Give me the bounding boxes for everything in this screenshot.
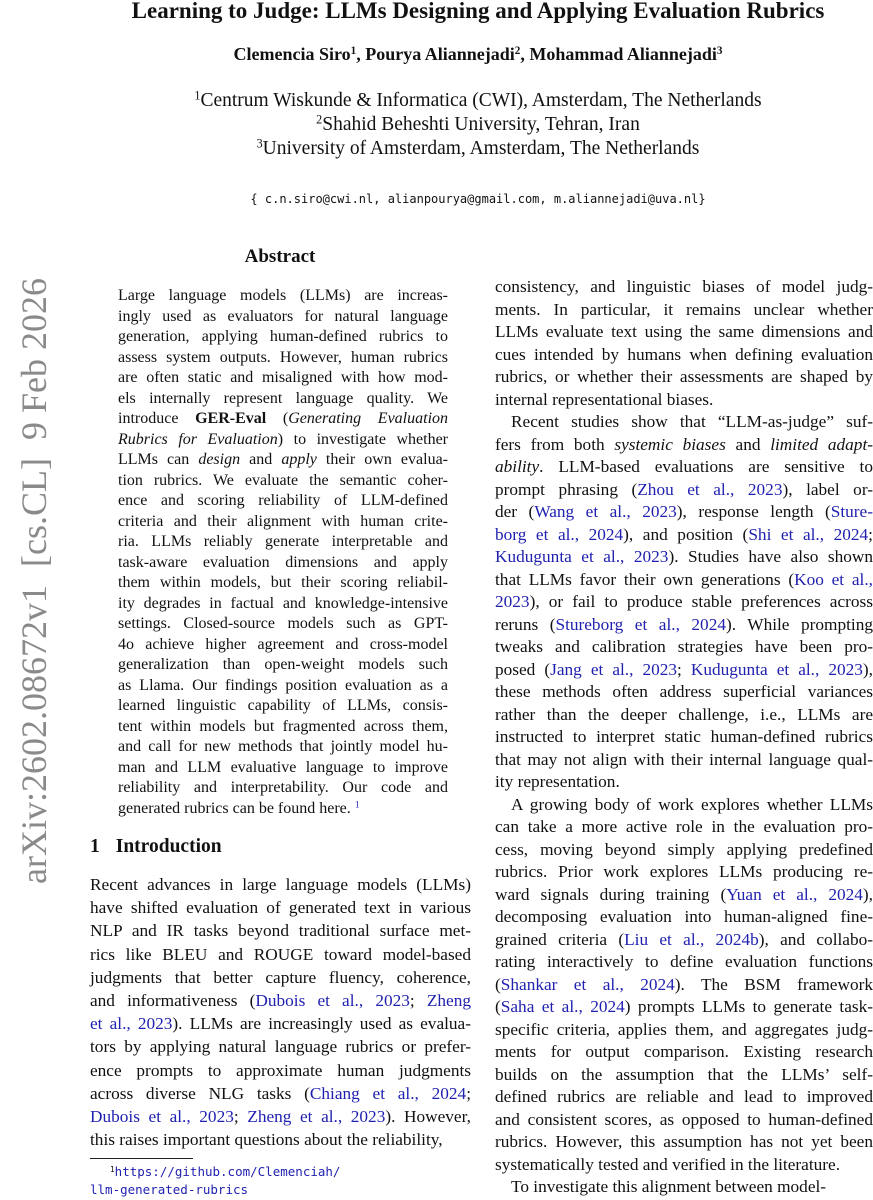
affiliation-text: Shahid Beheshti University, Tehran, Iran (322, 114, 640, 135)
text-line (118, 307, 448, 328)
affiliations (0, 89, 873, 161)
affiliation (0, 89, 873, 113)
text-span: ence and scoring reliability of LLM-defined (118, 492, 448, 509)
text-span: cues intended by humans when defining evaluation (495, 344, 873, 364)
text-span: decomposing evaluation into human-aligned fine- (495, 907, 873, 926)
text-span: A growing body of work explores whether LLMs (511, 794, 873, 814)
text-line (118, 737, 448, 758)
text-span: ments for output comparison. Existing research (495, 1042, 873, 1061)
text-span: ), label or- (782, 479, 873, 499)
affiliation-number: 3 (256, 136, 263, 151)
text-span: builds on the assumption that the LLMs’ self- (495, 1064, 873, 1084)
text-line (495, 929, 873, 952)
text-line (90, 943, 471, 966)
abstract-heading: Abstract (244, 246, 316, 267)
text-span: ), and position ( (623, 524, 749, 544)
footnote-divider (90, 1158, 193, 1159)
text-span: generation, applying human-defined rubrics to (118, 328, 448, 345)
text-line (118, 676, 448, 697)
text-span: ), and collabo- (758, 929, 873, 949)
text-span: ) to investigate whether (277, 430, 448, 448)
text-span: To investigate this alignment between model- (511, 1177, 827, 1196)
introduction-body (90, 873, 471, 1151)
text-span: ), response length ( (676, 502, 831, 521)
section-heading-introduction (90, 836, 222, 858)
text-span: this raises important questions about the reliability, (90, 1130, 443, 1150)
text-line (495, 839, 873, 862)
citation-link[interactable]: Shankar et al., 2024 (500, 974, 675, 994)
text-span: fers from both (495, 434, 615, 454)
text-line (495, 636, 873, 659)
text-span: can take a more active role in the evaluation pro- (495, 817, 873, 836)
text-span: GER-Eval (195, 410, 267, 427)
affiliation-number: 2 (316, 112, 323, 127)
text-line (495, 1019, 873, 1042)
citation-link[interactable]: Koo et al., (794, 569, 873, 589)
text-span: posed ( (495, 659, 551, 679)
text-span: and (240, 451, 282, 468)
text-line (495, 614, 873, 637)
footnote-number: 1 (110, 1164, 115, 1174)
text-span: tion rubrics. We evaluate the semantic coher- (118, 471, 448, 489)
text-span: ). While prompting (725, 614, 873, 634)
text-span: ), (862, 659, 873, 679)
text-span: LLMs evaluate text using the same dimensions and (495, 322, 873, 341)
text-line (495, 1109, 873, 1132)
text-span: apply (281, 451, 317, 468)
text-span: reruns ( (495, 614, 556, 634)
author-affiliation-mark: 3 (716, 44, 723, 57)
author-name: Clemencia Siro (233, 44, 351, 64)
footnote-link[interactable]: llm-generated-rubrics (90, 1182, 249, 1197)
text-line (118, 532, 448, 553)
text-span: defined rubrics are reliable and lead to improved (495, 1087, 873, 1106)
text-span: grained criteria ( (495, 929, 625, 949)
text-span: ( (266, 410, 289, 427)
text-span: systemic biases (614, 434, 726, 454)
citation-link[interactable]: Saha et al., 2024 (500, 997, 625, 1016)
text-span: reliability and interpretability. Our code and (118, 779, 448, 796)
text-span: NLP and IR tasks beyond traditional surface met- (90, 921, 471, 941)
text-line (495, 411, 873, 434)
citation-link[interactable]: Zhou et al., 2023 (637, 479, 783, 499)
text-span: els internally represent language quality. We (118, 389, 448, 407)
author-name: Pourya Aliannejadi (365, 44, 515, 64)
text-span: ( (495, 974, 501, 994)
text-line (118, 409, 448, 430)
text-line (90, 919, 471, 942)
text-line (118, 450, 448, 471)
text-line (90, 1105, 471, 1128)
text-span: ria. LLMs reliably generate interpretable and (118, 533, 448, 550)
text-span: settings. Closed-source models such as GPT- (118, 615, 448, 632)
text-line (495, 479, 873, 502)
citation-link[interactable]: Shi et al., 2024 (748, 524, 869, 544)
text-line (90, 1082, 471, 1105)
text-span: ity representation. (495, 772, 620, 791)
text-line (495, 569, 873, 592)
text-span: and (725, 434, 771, 454)
author-emails: { c.n.siro@cwi.nl, alianpourya@gmail.com, m.aliannejadi@uva.nl} (250, 192, 706, 206)
text-line (495, 951, 873, 974)
text-span: rather than the deeper challenge, i.e., LLMs are (495, 704, 873, 724)
citation-link[interactable]: Yuan et al., 2024 (726, 884, 863, 904)
footnote-link[interactable]: https://github.com/Clemenciah/ (114, 1164, 341, 1179)
text-line (118, 799, 448, 820)
text-span: Rubrics for Evaluation (118, 430, 278, 448)
affiliation-number: 1 (194, 88, 201, 103)
text-line (118, 696, 448, 717)
text-line (495, 344, 873, 367)
text-line (495, 546, 873, 569)
affiliation (0, 113, 873, 137)
text-line (90, 896, 471, 919)
author-affiliation-mark: 1 (350, 44, 357, 57)
text-span: judgments that better capture fluency, coherence, (90, 967, 471, 987)
text-line (495, 1086, 873, 1109)
citation-link[interactable]: Kudugunta et al., 2023 (495, 547, 669, 566)
citation-link[interactable]: Kudugunta et al., 2023 (690, 659, 863, 679)
citation-link[interactable]: Liu et al., 2024b (624, 929, 759, 949)
text-line (118, 389, 448, 410)
text-span: tors by applying natural language rubrics or prefer- (90, 1037, 471, 1057)
text-span: consistency, and linguistic biases of model judg- (495, 277, 873, 296)
text-line (495, 704, 873, 727)
text-span: ity degrades in factual and knowledge-intensive (118, 594, 448, 612)
text-line (495, 749, 873, 772)
text-span: systematically tested and verified in the literature. (495, 1154, 841, 1174)
text-line (495, 974, 873, 997)
text-span: ; (868, 524, 873, 544)
text-span: instructed to interpret static human-defined rubrics (495, 727, 873, 746)
text-line (90, 1035, 471, 1058)
text-span: ingly used as evaluators for natural language (118, 307, 448, 325)
text-line (495, 884, 873, 907)
text-span: der ( (495, 502, 535, 521)
text-line (118, 368, 448, 389)
citation-link[interactable]: et al., 2023 (90, 1014, 173, 1034)
text-line (118, 614, 448, 635)
text-span: internal representational biases. (495, 389, 714, 409)
footnote-marker[interactable]: 1 (354, 799, 360, 811)
text-span: across diverse NLG tasks ( (90, 1083, 310, 1103)
citation-link[interactable]: Chiang et al., 2024 (309, 1083, 467, 1103)
text-span: . LLM-based evaluations are sensitive to (539, 457, 873, 476)
text-line (495, 1131, 873, 1154)
text-span: ; (409, 990, 427, 1010)
text-span: rubrics, or whether their assessments are shaped by (495, 367, 873, 386)
text-line (90, 1059, 471, 1082)
text-span: ; (233, 1106, 248, 1126)
text-line (495, 524, 873, 547)
text-span: ward signals during training ( (495, 884, 727, 904)
text-span: ) prompts LLMs to generate task- (624, 997, 873, 1016)
text-line (90, 989, 471, 1012)
text-span: tweaks and calibration strategies have been pro- (495, 637, 873, 656)
text-line (118, 471, 448, 492)
text-line (118, 286, 448, 307)
text-span: task-aware evaluation dimensions and apply (118, 553, 448, 571)
text-span: ability (495, 457, 540, 476)
text-span: LLMs can (118, 451, 199, 468)
text-span: rubrics. Prior work explores LLMs producing re- (495, 862, 873, 881)
text-line (495, 1154, 873, 1177)
text-span: ), or fail to produce stable preferences across (529, 592, 873, 611)
citation-link[interactable]: 2023 (495, 592, 530, 611)
text-span: tent within models but fragmented across them, (118, 717, 448, 735)
text-line (118, 758, 448, 779)
text-line (90, 1012, 471, 1035)
text-line (90, 966, 471, 989)
affiliation-text: University of Amsterdam, Amsterdam, The Netherlands (262, 138, 700, 159)
text-span: 4o achieve higher agreement and cross-model (118, 635, 448, 653)
text-span: and call for new methods that jointly model hu- (118, 738, 448, 755)
text-span: design (198, 451, 241, 468)
text-line (118, 430, 448, 451)
text-span: limited adapt- (770, 434, 873, 454)
text-line (495, 1064, 873, 1087)
text-line (118, 553, 448, 574)
text-span: ). LLMs are increasingly used as evalua- (172, 1014, 471, 1034)
text-line (495, 906, 873, 929)
text-line (90, 1128, 471, 1151)
text-span: ; (677, 659, 691, 679)
text-line (118, 778, 448, 799)
text-line (495, 861, 873, 884)
abstract-body (118, 286, 448, 819)
text-span: are often static and misaligned with how mod- (118, 369, 448, 386)
text-span: criteria and their alignment with human crite- (118, 512, 448, 530)
text-line (118, 655, 448, 676)
text-span: as Llama. Our findings position evaluation as a (118, 676, 448, 694)
affiliation-text: Centrum Wiskunde & Informatica (CWI), Amsterdam, The Netherlands (200, 90, 762, 111)
text-line (495, 726, 873, 749)
text-line (495, 321, 873, 344)
text-span: Large language models (LLMs) are increas- (118, 287, 448, 304)
text-line (495, 1176, 873, 1199)
text-line (495, 276, 873, 299)
text-line (495, 434, 873, 457)
text-line (495, 299, 873, 322)
citation-link[interactable]: Dubois et al., 2023 (255, 990, 410, 1010)
text-line (495, 1041, 873, 1064)
text-span: assess system outputs. However, human rubrics (118, 348, 448, 366)
text-span: generalization than open-weight models such (118, 656, 448, 673)
arxiv-identifier-stamp: arXiv:2602.08672v1 [cs.CL] 9 Feb 2026 (14, 278, 54, 884)
text-span: Recent studies show that “LLM-as-judge” suf- (511, 412, 873, 431)
citation-link[interactable]: Sture- (830, 502, 873, 521)
text-line (495, 816, 873, 839)
text-span: Generating Evaluation (288, 410, 449, 427)
text-line (118, 491, 448, 512)
text-line (118, 512, 448, 533)
text-span: and informativeness ( (90, 990, 256, 1010)
text-span: ), (862, 884, 873, 904)
right-column-body (495, 276, 873, 1199)
text-line (118, 348, 448, 369)
text-line (495, 996, 873, 1019)
text-span: have shifted evaluation of generated text in various (90, 898, 471, 918)
citation-link[interactable]: Zheng (426, 990, 471, 1010)
text-line (118, 327, 448, 348)
text-span: generated rubrics can be found here. (118, 799, 355, 817)
affiliation (0, 137, 873, 161)
section-number: 1 (90, 836, 100, 857)
text-line (495, 389, 873, 412)
text-span: cess, moving beyond simply applying predefined (495, 839, 873, 859)
text-span: learned linguistic capability of LLMs, consis- (118, 697, 448, 714)
text-line (495, 366, 873, 389)
text-line (495, 456, 873, 479)
text-line (495, 501, 873, 524)
paper-title: Learning to Judge: LLMs Designing and Applying Evaluation Rubrics (131, 0, 825, 23)
text-line (495, 591, 873, 614)
text-span: and consistent scores, as opposed to human-defined (495, 1109, 873, 1129)
text-span: that may not align with their internal language qual- (495, 749, 873, 769)
text-span: man and LLM evaluative language to improve (118, 758, 448, 776)
text-line (118, 717, 448, 738)
text-span: rubrics. However, this assumption has not yet been (495, 1132, 873, 1151)
text-span: ). However, (385, 1106, 471, 1126)
text-line (118, 573, 448, 594)
text-span: Recent advances in large language models (LLMs) (90, 875, 471, 894)
text-line (495, 794, 873, 817)
text-span: specific criteria, applies them, and aggregates judg- (495, 1019, 873, 1039)
author-list: Clemencia Siro$^1$, Pourya Aliannejadi$^2$, Mohammad Aliannejadi$^3$ (233, 44, 723, 64)
text-line (90, 873, 471, 896)
text-span: ). The BSM framework (674, 974, 873, 994)
citation-link[interactable]: Wang et al., 2023 (534, 502, 677, 521)
author-affiliation-mark: 2 (514, 44, 521, 57)
text-span: introduce (118, 410, 196, 427)
text-span: rating interactively to define evaluation functions (495, 952, 873, 971)
author-name: Mohammad Aliannejadi (529, 44, 717, 64)
text-line (495, 681, 873, 704)
text-span: ; (466, 1083, 471, 1103)
text-span: ( (495, 997, 501, 1016)
text-span: their own evalua- (316, 451, 449, 468)
text-line (495, 659, 873, 682)
text-span: rics like BLEU and ROUGE toward model-based (90, 944, 471, 964)
citation-link[interactable]: Dubois et al., 2023 (90, 1106, 234, 1126)
citation-link[interactable]: borg et al., 2024 (495, 524, 624, 544)
text-span: ). Studies have also shown (668, 547, 873, 566)
footnote (90, 1163, 340, 1199)
citation-link[interactable]: Stureborg et al., 2024 (555, 614, 726, 634)
text-span: ence prompts to approximate human judgments (90, 1060, 471, 1080)
section-title: Introduction (115, 836, 222, 857)
text-span: these methods often address superficial variances (495, 682, 873, 701)
text-line (495, 771, 873, 794)
text-span: them within models, but their scoring reliabil- (118, 574, 448, 591)
text-span: that LLMs favor their own generations ( (495, 569, 795, 589)
citation-link[interactable]: Jang et al., 2023 (550, 659, 678, 679)
text-line (118, 635, 448, 656)
text-line (118, 594, 448, 615)
text-span: prompt phrasing ( (495, 479, 638, 499)
citation-link[interactable]: Zheng et al., 2023 (247, 1106, 386, 1126)
text-span: ments. In particular, it remains unclear whether (495, 299, 873, 319)
